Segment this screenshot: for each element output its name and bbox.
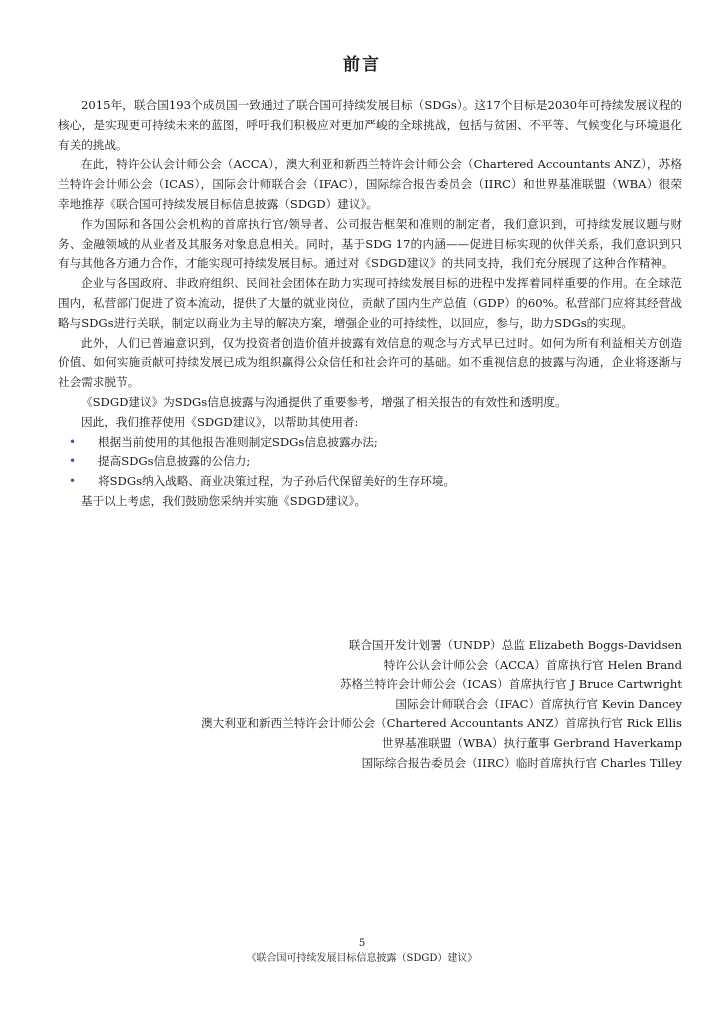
- paragraph: 此外，人们已普遍意识到，仅为投资者创造价值并披露有效信息的观念与方式早已过时。如何为所有利益相关方创造价值、如何实施贡献可持续发展已成为组织赢得公众信任和社会许可的基础。如不重视信息的披露与沟通，企业将逐渐与社会需求脱节。: [58, 335, 682, 390]
- bullet-icon: •: [69, 454, 77, 469]
- list-item-text: 根据当前使用的其他报告准则制定SDGs信息披露办法;: [98, 434, 378, 449]
- page-number: 5: [358, 938, 366, 949]
- closing-paragraph: 基于以上考虑，我们鼓励您采纳并实施《SDGD建议》。: [81, 493, 367, 508]
- page-title: 前言: [343, 55, 381, 75]
- paragraph: 企业与各国政府、非政府组织、民间社会团体在助力实现可持续发展目标的进程中发挥着同样重要的作用。在全球范围内，私营部门促进了资本流动，提供了大量的就业岗位，贡献了国内生产总值（GDP）的60%。私营部门应将其经营战略与SDGs进行关联，制定以商业为主导的解决方案，增强企业的可持续性，以回应，参与，助力SDGs的实现。: [58, 276, 682, 330]
- signature-line: 苏格兰特许会计师公会（ICAS）首席执行官 J Bruce Cartwright: [339, 677, 682, 692]
- list-item: [58, 452, 682, 472]
- bullet-icon: •: [69, 474, 77, 489]
- list-item: [58, 433, 682, 453]
- signature-line: 联合国开发计划署（UNDP）总监 Elizabeth Boggs-Davidsen: [348, 638, 682, 652]
- signature-block: [201, 636, 682, 773]
- footer-doc-title: 《联合国可持续发展目标信息披露（SDGD）建议》: [246, 953, 478, 964]
- paragraph: 2015年，联合国193个成员国一致通过了联合国可持续发展目标（SDGs）。这17个目标是2030年可持续发展议程的核心，是实现更可持续未来的蓝图，呼吁我们积极应对更加严峻的全球挑战，包括与贫困、不平等、气候变化与环境退化有关的挑战。: [58, 98, 682, 152]
- page-footer: [0, 936, 724, 966]
- signature-line: 国际会计师联合会（IFAC）首席执行官 Kevin Dancey: [395, 696, 682, 711]
- recommendation-list: [58, 433, 682, 492]
- paragraph: 在此，特许公认会计师公会（ACCA），澳大利亚和新西兰特许会计师公会（Chartered Accountants ANZ），苏格兰特许会计师公会（ICAS），国际会计师联合会（IFAC），国际综合报告委员会（IIRC）和世界基准联盟（WBA）很荣幸地推荐《联合国可持续发展目标信息披露（SDGD）建议》。: [58, 157, 682, 211]
- paragraph: 《SDGD建议》为SDGs信息披露与沟通提供了重要参考，增强了相关报告的有效性和透明度。: [81, 394, 567, 409]
- signature-line: 国际综合报告委员会（IIRC）临时首席执行官 Charles Tilley: [361, 755, 682, 770]
- paragraph: 因此，我们推荐使用《SDGD建议》，以帮助其使用者:: [81, 414, 359, 429]
- list-item-text: 提高SDGs信息披露的公信力;: [98, 454, 251, 469]
- bullet-icon: •: [69, 434, 77, 449]
- body-text: [58, 96, 682, 512]
- signature-line: 澳大利亚和新西兰特许会计师公会（Chartered Accountants ANZ）首席执行官 Rick Ellis: [201, 716, 682, 731]
- signature-line: 特许公认会计师公会（ACCA）首席执行官 Helen Brand: [383, 657, 682, 672]
- list-item: [58, 472, 682, 492]
- paragraph: 作为国际和各国公会机构的首席执行官/领导者、公司报告框架和准则的制定者，我们意识到，可持续发展议题与财务、金融领域的从业者及其服务对象息息相关。同时，基于SDG 17的内涵——促进目标实现的伙伴关系，我们意识到只有与其他各方通力合作，才能实现可持续发展目标。通过对《SDGD建议》的共同支持，我们充分展现了这种合作精神。: [58, 216, 682, 271]
- list-item-text: 将SDGs纳入战略、商业决策过程，为子孙后代保留美好的生存环境。: [98, 474, 456, 489]
- signature-line: 世界基准联盟（WBA）执行董事 Gerbrand Haverkamp: [381, 735, 682, 750]
